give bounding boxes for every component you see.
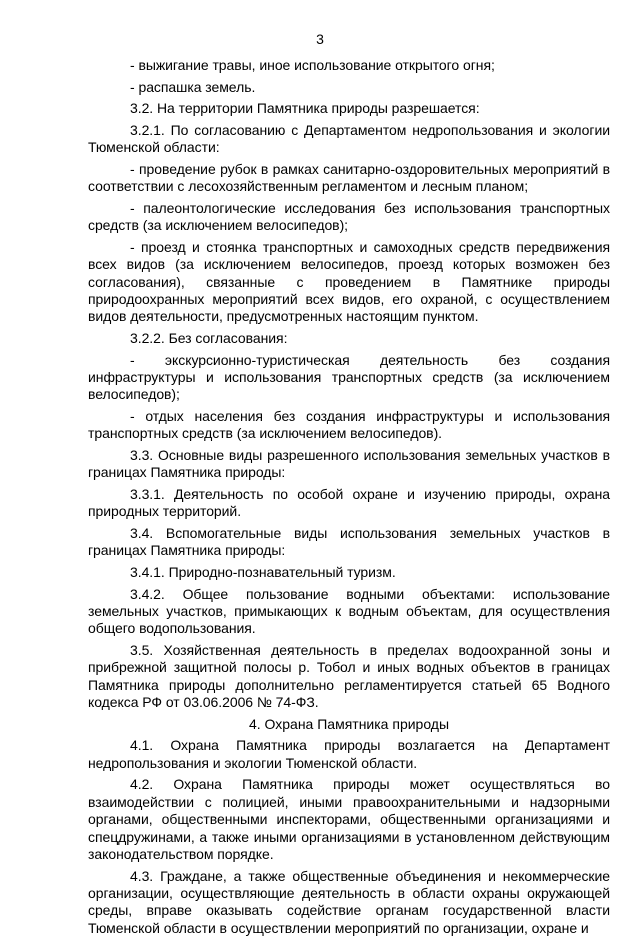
paragraph-3-2-2: 3.2.2. Без согласования: [130, 330, 288, 346]
paragraph-3-2-1: 3.2.1. По согласованию с Департаментом недропользования и экологии Тюменской области: [88, 121, 610, 156]
paragraph-3-4-2: 3.4.2. Общее пользование водными объектами: использование земельных участков, примыкающих к водным объектам, для осуществления общего водопользования. [88, 585, 610, 637]
paragraph-felling: - проведение рубок в рамках санитарно-оздоровительных мероприятий в соответствии с лесохозяйственным регламентом и лесным планом; [88, 160, 610, 195]
paragraph-recreation: - отдых населения без создания инфраструктуры и использования транспортных средств (за исключением велосипедов). [88, 408, 610, 442]
paragraph-4-1: 4.1. Охрана Памятника природы возлагается на Департамент недропользования и экологии Тюменской области. [88, 737, 610, 771]
page-number: 3 [316, 31, 324, 47]
paragraph-3-5: 3.5. Хозяйственная деятельность в пределах водоохранной зоны и прибрежной защитной полосы р. Тобол и иных водных объектов в границах Памятника природы дополнительно регламентируется статьей 65 Водного кодекса РФ от 03.06.2006 № 74-ФЗ. [88, 642, 610, 711]
paragraph-4-2: 4.2. Охрана Памятника природы может осуществляться во взаимодействии с полицией, иными правоохранительными и надзорными органами, общественными инспекторами, общественными организациями и спецдружинами, а также иными организациями в установленном действующим законодательством порядке. [88, 776, 610, 863]
paragraph-3-3: 3.3. Основные виды разрешенного использования земельных участков в границах Памятника природы: [88, 447, 610, 481]
paragraph-3-4: 3.4. Вспомогательные виды использования земельных участков в границах Памятника природы: [88, 525, 610, 559]
section-heading: 4. Охрана Памятника природы [248, 715, 450, 732]
paragraph-3-2: 3.2. На территории Памятника природы разрешается: [130, 100, 480, 117]
paragraph-restriction-fire: - выжигание травы, иное использование открытого огня; [130, 57, 495, 73]
paragraph-paleontology: - палеонтологические исследования без использования транспортных средств (за исключением велосипедов); [88, 199, 610, 234]
paragraph-tourism: - экскурсионно-туристическая деятельность без создания инфраструктуры и использования транспортных средств (за исключением велосипедов); [88, 351, 610, 403]
document-body [88, 57, 610, 941]
paragraph-vehicles: - проезд и стоянка транспортных и самоходных средств передвижения всех видов (за исключением велосипедов, проезд которых возможен без согласования), связанные с проведением в Памятнике природы природоохранных мероприятий всех видов, его охраной, с осуществлением видов деятельности, предусмотренных настоящим пунктом. [88, 238, 610, 325]
paragraph-4-3: 4.3. Граждане, а также общественные объединения и некоммерческие организации, осуществляющие деятельность в области охраны окружающей среды, вправе оказывать содействие органам государственной власти Тюменской области в осуществлении мероприятий по организации, охране и [88, 867, 610, 936]
paragraph-3-3-1: 3.3.1. Деятельность по особой охране и изучению природы, охрана природных территорий. [88, 486, 610, 520]
paragraph-restriction-plowing: - распашка земель. [130, 78, 256, 95]
paragraph-3-4-1: 3.4.1. Природно-познавательный туризм. [130, 564, 396, 580]
